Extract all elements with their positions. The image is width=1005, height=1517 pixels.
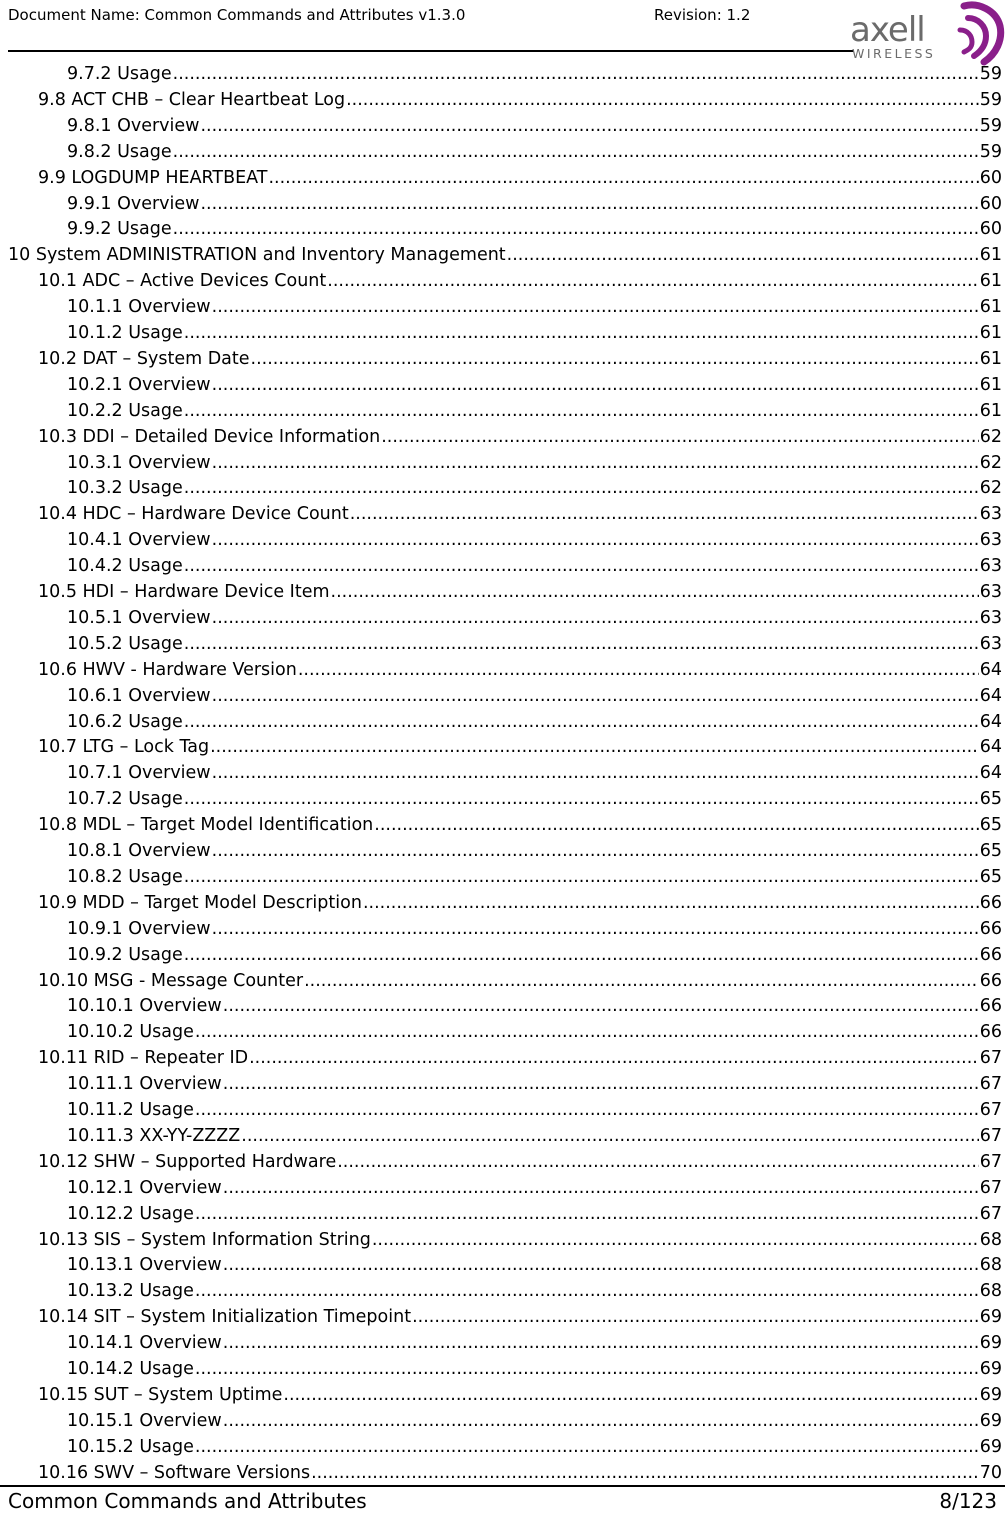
toc-entry[interactable] <box>67 632 1002 657</box>
toc-leader-dots <box>304 969 979 994</box>
toc-leader-dots <box>507 243 979 268</box>
toc-entry[interactable] <box>67 476 1002 501</box>
page-header <box>0 0 1005 70</box>
footer-title: Common Commands and Attributes <box>8 1489 367 1513</box>
toc-entry-page: 63 <box>979 582 1002 602</box>
toc-entry[interactable] <box>67 1098 1002 1123</box>
toc-leader-dots <box>212 761 979 786</box>
toc-entry-page: 69 <box>979 1436 1002 1457</box>
toc-entry-page: 67 <box>979 1177 1002 1198</box>
toc-entry-title: 10.11.1 Overview <box>67 1074 222 1095</box>
toc-entry[interactable] <box>67 761 1002 786</box>
toc-entry[interactable] <box>67 192 1002 217</box>
toc-leader-dots <box>173 62 979 87</box>
toc-entry[interactable] <box>67 787 1002 812</box>
toc-entry-title: 10.10 MSG - Message Counter <box>38 970 304 991</box>
toc-entry-page: 66 <box>979 996 1002 1017</box>
toc-entry-page: 59 <box>979 89 1002 110</box>
toc-leader-dots <box>184 399 979 424</box>
toc-entry[interactable] <box>67 1176 1002 1201</box>
toc-entry-title: 9.7.2 Usage <box>67 64 172 84</box>
toc-entry-title: 10.6.2 Usage <box>67 711 183 732</box>
toc-leader-dots <box>249 1046 979 1071</box>
toc-entry-title: 10.5.1 Overview <box>67 607 211 628</box>
toc-entry[interactable] <box>38 658 1002 683</box>
toc-entry[interactable] <box>67 217 1002 242</box>
toc-entry-title: 10.7.1 Overview <box>67 763 211 784</box>
toc-entry[interactable] <box>67 321 1002 346</box>
toc-leader-dots <box>184 554 979 579</box>
toc-entry[interactable] <box>8 243 1002 268</box>
toc-entry-title: 10.1 ADC – Active Devices Count <box>38 271 327 292</box>
toc-entry[interactable] <box>67 1202 1002 1227</box>
toc-entry[interactable] <box>67 1331 1002 1356</box>
toc-entry-title: 9.9.1 Overview <box>67 193 200 214</box>
toc-entry-title: 9.9 LOGDUMP HEARTBEAT <box>38 167 268 188</box>
toc-entry[interactable] <box>67 114 1002 139</box>
toc-leader-dots <box>195 1357 979 1382</box>
toc-entry-title: 10.2.1 Overview <box>67 374 211 395</box>
toc-leader-dots <box>223 994 979 1019</box>
toc-entry-page: 61 <box>979 297 1002 318</box>
toc-entry[interactable] <box>67 917 1002 942</box>
toc-leader-dots <box>412 1305 979 1330</box>
toc-leader-dots <box>212 373 979 398</box>
toc-entry-page: 67 <box>979 1100 1002 1120</box>
toc-entry-page: 63 <box>979 607 1002 628</box>
toc-entry[interactable] <box>67 710 1002 735</box>
toc-leader-dots <box>212 528 979 553</box>
toc-entry-title: 10.8.1 Overview <box>67 841 211 861</box>
toc-entry[interactable] <box>67 994 1002 1019</box>
toc-entry[interactable] <box>38 891 1002 916</box>
toc-entry-title: 10.12 SHW – Supported Hardware <box>38 1151 337 1172</box>
toc-entry-title: 9.8.1 Overview <box>67 115 200 136</box>
toc-entry-title: 10.11 RID – Repeater ID <box>38 1048 249 1069</box>
toc-entry-title: 10.8.2 Usage <box>67 866 183 887</box>
toc-entry-title: 10.16 SWV – Software Versions <box>38 1462 311 1483</box>
toc-entry[interactable] <box>67 1409 1002 1434</box>
toc-leader-dots <box>212 606 979 631</box>
toc-entry-page: 61 <box>979 374 1002 395</box>
toc-leader-dots <box>212 917 979 942</box>
toc-entry-title: 10.14.1 Overview <box>67 1333 222 1354</box>
toc-entry-page: 60 <box>979 219 1002 240</box>
toc-entry-page: 65 <box>979 866 1002 887</box>
toc-entry-page: 60 <box>979 193 1002 214</box>
footer-divider <box>0 1485 1005 1487</box>
toc-entry-page: 59 <box>979 64 1002 84</box>
toc-entry-title: 10.3.2 Usage <box>67 478 183 499</box>
toc-entry[interactable] <box>67 865 1002 890</box>
toc-entry-title: 10.12.2 Usage <box>67 1203 194 1224</box>
toc-leader-dots <box>327 269 978 294</box>
toc-entry-page: 67 <box>979 1074 1002 1095</box>
toc-entry[interactable] <box>38 813 1002 838</box>
toc-leader-dots <box>212 839 979 864</box>
toc-entry-page: 63 <box>979 633 1002 654</box>
toc-entry[interactable] <box>38 1150 1002 1175</box>
toc-entry[interactable] <box>67 1124 1002 1149</box>
toc-leader-dots <box>298 658 979 683</box>
document-name: Document Name: Common Commands and Attributes v1.3.0 <box>8 6 466 24</box>
toc-leader-dots <box>374 813 978 838</box>
toc-entry-title: 9.8 ACT CHB – Clear Heartbeat Log <box>38 89 346 110</box>
toc-entry-title: 10.13.1 Overview <box>67 1255 222 1276</box>
logo-wordmark: axell <box>850 10 925 50</box>
toc-entry[interactable] <box>67 1357 1002 1382</box>
toc-entry-page: 62 <box>979 452 1002 473</box>
toc-entry-title: 10.6.1 Overview <box>67 685 211 706</box>
toc-entry[interactable] <box>38 88 1002 113</box>
toc-entry[interactable] <box>67 943 1002 968</box>
toc-entry[interactable] <box>38 969 1002 994</box>
toc-entry-page: 67 <box>979 1048 1002 1069</box>
toc-entry-page: 61 <box>979 245 1002 266</box>
toc-entry-page: 66 <box>979 970 1002 991</box>
toc-entry-title: 10.3 DDI – Detailed Device Information <box>38 426 381 447</box>
toc-entry-title: 10.9.1 Overview <box>67 918 211 939</box>
toc-leader-dots <box>212 295 979 320</box>
toc-entry-page: 66 <box>979 918 1002 939</box>
toc-entry-title: 10.7.2 Usage <box>67 789 183 810</box>
toc-entry-page: 66 <box>979 1022 1002 1043</box>
toc-leader-dots <box>363 891 979 916</box>
toc-leader-dots <box>195 1279 979 1304</box>
toc-leader-dots <box>381 425 979 450</box>
toc-entry-page: 60 <box>979 167 1002 188</box>
toc-entry-title: 10.15.1 Overview <box>67 1410 222 1431</box>
toc-entry[interactable] <box>38 1461 1002 1486</box>
toc-entry-title: 10.15.2 Usage <box>67 1436 194 1457</box>
toc-entry[interactable] <box>38 1046 1002 1071</box>
toc-entry-title: 9.8.2 Usage <box>67 141 172 162</box>
toc-leader-dots <box>212 684 979 709</box>
toc-leader-dots <box>241 1124 978 1149</box>
toc-leader-dots <box>184 710 979 735</box>
footer-page-number: 8/123 <box>939 1489 997 1513</box>
toc-leader-dots <box>195 1020 979 1045</box>
toc-entry-page: 68 <box>979 1229 1002 1250</box>
toc-leader-dots <box>184 943 979 968</box>
toc-entry[interactable] <box>67 684 1002 709</box>
toc-entry-title: 10.5.2 Usage <box>67 633 183 654</box>
toc-entry-title: 10.8 MDL – Target Model Identification <box>38 815 374 836</box>
toc-leader-dots <box>210 735 979 760</box>
toc-leader-dots <box>195 1202 979 1227</box>
toc-entry-page: 69 <box>979 1333 1002 1354</box>
toc-leader-dots <box>372 1228 979 1253</box>
toc-entry-title: 10.9 MDD – Target Model Description <box>38 892 362 913</box>
toc-entry-page: 64 <box>979 737 1002 758</box>
toc-entry-title: 10.4.1 Overview <box>67 530 211 551</box>
toc-entry[interactable] <box>67 554 1002 579</box>
toc-entry-page: 63 <box>979 530 1002 551</box>
toc-entry-page: 69 <box>979 1384 1002 1405</box>
toc-entry[interactable] <box>67 140 1002 165</box>
toc-entry[interactable] <box>38 580 1002 605</box>
toc-entry-title: 10.6 HWV - Hardware Version <box>38 659 297 680</box>
toc-entry-page: 67 <box>979 1203 1002 1224</box>
toc-entry-title: 10.9.2 Usage <box>67 944 183 965</box>
toc-entry-page: 63 <box>979 504 1002 525</box>
toc-entry-page: 70 <box>979 1462 1002 1483</box>
toc-entry-title: 10.1.1 Overview <box>67 297 211 318</box>
toc-entry-page: 61 <box>979 348 1002 369</box>
toc-entry-title: 10 System ADMINISTRATION and Inventory Management <box>8 245 506 266</box>
toc-leader-dots <box>350 502 979 527</box>
toc-entry-page: 59 <box>979 115 1002 136</box>
toc-leader-dots <box>173 217 979 242</box>
toc-entry-page: 69 <box>979 1410 1002 1431</box>
toc-entry[interactable] <box>67 1020 1002 1045</box>
toc-leader-dots <box>184 476 979 501</box>
toc-entry-page: 65 <box>979 789 1002 810</box>
toc-leader-dots <box>223 1331 979 1356</box>
toc-entry-title: 10.14 SIT – System Initialization Timepoint <box>38 1307 412 1328</box>
toc-entry[interactable] <box>38 1383 1002 1408</box>
toc-entry-page: 64 <box>979 685 1002 706</box>
toc-entry[interactable] <box>67 1435 1002 1460</box>
toc-entry[interactable] <box>38 1228 1002 1253</box>
toc-entry-page: 65 <box>979 841 1002 861</box>
toc-entry-page: 62 <box>979 478 1002 499</box>
toc-entry-page: 65 <box>979 815 1002 836</box>
toc-entry[interactable] <box>67 373 1002 398</box>
toc-leader-dots <box>184 632 979 657</box>
toc-entry[interactable] <box>38 502 1002 527</box>
toc-entry[interactable] <box>67 1253 1002 1278</box>
toc-entry-title: 10.2.2 Usage <box>67 400 183 421</box>
toc-leader-dots <box>173 140 979 165</box>
toc-leader-dots <box>195 1098 979 1123</box>
toc-entry-title: 10.10.1 Overview <box>67 996 222 1017</box>
toc-entry-title: 10.5 HDI – Hardware Device Item <box>38 582 330 602</box>
toc-entry-title: 10.7 LTG – Lock Tag <box>38 737 210 758</box>
axell-wireless-logo <box>846 0 1005 68</box>
toc-entry-page: 69 <box>979 1359 1002 1379</box>
toc-leader-dots <box>223 1253 979 1278</box>
toc-leader-dots <box>223 1176 979 1201</box>
toc-leader-dots <box>331 580 979 605</box>
toc-entry-title: 10.13 SIS – System Information String <box>38 1229 371 1250</box>
toc-entry-page: 67 <box>979 1151 1002 1172</box>
toc-entry-title: 10.10.2 Usage <box>67 1022 194 1043</box>
toc-leader-dots <box>200 114 978 139</box>
toc-entry[interactable] <box>38 347 1002 372</box>
toc-entry-title: 10.4.2 Usage <box>67 556 183 577</box>
toc-leader-dots <box>311 1461 979 1486</box>
toc-entry[interactable] <box>67 399 1002 424</box>
toc-entry-page: 64 <box>979 711 1002 732</box>
toc-leader-dots <box>184 787 979 812</box>
toc-leader-dots <box>184 865 979 890</box>
toc-entry-page: 61 <box>979 323 1002 343</box>
toc-leader-dots <box>337 1150 979 1175</box>
toc-entry-page: 69 <box>979 1307 1002 1328</box>
toc-entry[interactable] <box>67 839 1002 864</box>
header-divider <box>8 50 854 52</box>
toc-leader-dots <box>283 1383 978 1408</box>
toc-entry-page: 63 <box>979 556 1002 577</box>
toc-entry-page: 66 <box>979 892 1002 913</box>
toc-entry-page: 62 <box>979 426 1002 447</box>
toc-entry-page: 67 <box>979 1125 1002 1146</box>
toc-leader-dots <box>195 1435 979 1460</box>
toc-leader-dots <box>346 88 979 113</box>
toc-entry-page: 66 <box>979 944 1002 965</box>
toc-entry-page: 64 <box>979 659 1002 680</box>
toc-leader-dots <box>251 347 979 372</box>
toc-entry-title: 10.13.2 Usage <box>67 1281 194 1302</box>
toc-entry-page: 68 <box>979 1281 1002 1302</box>
toc-entry-page: 61 <box>979 271 1002 292</box>
toc-entry-title: 10.1.2 Usage <box>67 323 183 343</box>
toc-entry[interactable] <box>67 1279 1002 1304</box>
toc-leader-dots <box>184 321 979 346</box>
toc-entry-title: 10.11.3 XX-YY-ZZZZ <box>67 1125 241 1146</box>
toc-entry-page: 59 <box>979 141 1002 162</box>
toc-entry-page: 64 <box>979 763 1002 784</box>
toc-entry-title: 10.14.2 Usage <box>67 1359 194 1379</box>
toc-leader-dots <box>268 166 978 191</box>
toc-entry-title: 10.12.1 Overview <box>67 1177 222 1198</box>
toc-entry[interactable] <box>38 735 1002 760</box>
toc-entry-title: 9.9.2 Usage <box>67 219 172 240</box>
toc-entry[interactable] <box>67 1072 1002 1097</box>
toc-entry-title: 10.3.1 Overview <box>67 452 211 473</box>
toc-entry[interactable] <box>38 425 1002 450</box>
toc-entry[interactable] <box>67 451 1002 476</box>
toc-leader-dots <box>223 1072 979 1097</box>
toc-entry[interactable] <box>38 269 1002 294</box>
toc-entry-title: 10.2 DAT – System Date <box>38 348 250 369</box>
logo-subtext: WIRELESS <box>852 46 936 61</box>
toc-entry[interactable] <box>67 606 1002 631</box>
toc-leader-dots <box>223 1409 979 1434</box>
toc-entry-page: 61 <box>979 400 1002 421</box>
toc-leader-dots <box>200 192 978 217</box>
toc-entry[interactable] <box>67 528 1002 553</box>
revision: Revision: 1.2 <box>654 6 751 24</box>
toc-leader-dots <box>212 451 979 476</box>
toc-entry-title: 10.4 HDC – Hardware Device Count <box>38 504 349 525</box>
toc-entry-title: 10.15 SUT – System Uptime <box>38 1384 283 1405</box>
toc-entry[interactable] <box>67 62 1002 87</box>
toc-entry[interactable] <box>67 295 1002 320</box>
toc-entry-title: 10.11.2 Usage <box>67 1100 194 1120</box>
toc-entry[interactable] <box>38 166 1002 191</box>
toc-entry-page: 68 <box>979 1255 1002 1276</box>
toc-entry[interactable] <box>38 1305 1002 1330</box>
